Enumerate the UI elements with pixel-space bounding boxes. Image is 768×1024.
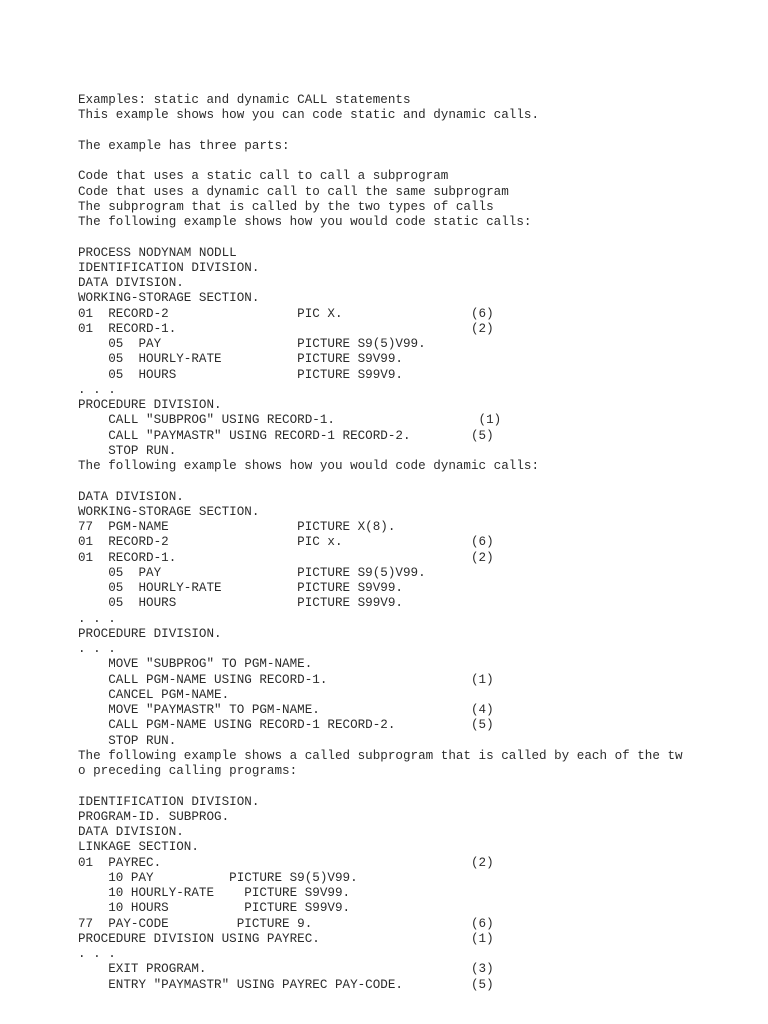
document-line: 01 RECORD-1. (2) (78, 321, 494, 336)
document-line: CANCEL PGM-NAME. (78, 687, 230, 702)
document-line: Code that uses a static call to call a subprogram (78, 169, 449, 184)
document-line (78, 474, 683, 489)
document-line: EXIT PROGRAM. (3) (78, 962, 494, 977)
document-line: The following example shows how you would code static calls: (78, 215, 532, 229)
document-line: The following example shows how you would code dynamic calls: (78, 459, 540, 473)
document-line: 01 PAYREC. (2) (78, 855, 494, 870)
document-line: MOVE "SUBPROG" TO PGM-NAME. (78, 657, 313, 672)
document-line: 10 HOURLY-RATE PICTURE S9V99. (78, 886, 351, 900)
document-line: Examples: static and dynamic CALL statements (78, 93, 411, 107)
document-line: 77 PGM-NAME PICTURE X(8). (78, 520, 396, 534)
document-body (78, 93, 683, 993)
document-line: WORKING-STORAGE SECTION. (78, 504, 260, 519)
document-line (78, 124, 683, 139)
document-line: 05 PAY PICTURE S9(5)V99. (78, 337, 426, 351)
document-line: . . . (78, 611, 116, 626)
document-line (78, 154, 683, 169)
document-line: PROCEDURE DIVISION. (78, 398, 222, 412)
document-line: . . . (78, 382, 116, 397)
document-line: The subprogram that is called by the two types of calls (78, 199, 494, 214)
document-line: o preceding calling programs: (78, 764, 298, 778)
document-line: DATA DIVISION. (78, 825, 184, 839)
document-line: 01 RECORD-1. (2) (78, 550, 494, 565)
document-line: 05 HOURLY-RATE PICTURE S9V99. (78, 581, 403, 595)
document-line: 10 PAY PICTURE S9(5)V99. (78, 870, 358, 885)
document-line: PROCEDURE DIVISION. (78, 626, 222, 641)
document-line: CALL "SUBPROG" USING RECORD-1. (1) (78, 413, 502, 428)
document-line: PROGRAM-ID. SUBPROG. (78, 809, 230, 824)
document-line: 05 PAY PICTURE S9(5)V99. (78, 565, 426, 580)
document-line: 01 RECORD-2 PIC x. (6) (78, 535, 494, 550)
document-line: 77 PAY-CODE PICTURE 9. (6) (78, 916, 494, 931)
document-line: CALL PGM-NAME USING RECORD-1 RECORD-2. (5) (78, 718, 494, 733)
document-line: STOP RUN. (78, 733, 177, 748)
document-line: IDENTIFICATION DIVISION. (78, 260, 260, 275)
document-line (78, 230, 683, 245)
document-line (78, 779, 683, 794)
document-line: WORKING-STORAGE SECTION. (78, 291, 260, 306)
document-line: LINKAGE SECTION. (78, 840, 199, 855)
document-line: The example has three parts: (78, 138, 290, 153)
document-line: ENTRY "PAYMASTR" USING PAYREC PAY-CODE. (5) (78, 977, 494, 992)
document-line: DATA DIVISION. (78, 489, 184, 504)
document-line: CALL PGM-NAME USING RECORD-1. (1) (78, 672, 494, 687)
document-line: IDENTIFICATION DIVISION. (78, 794, 260, 809)
document-line: PROCESS NODYNAM NODLL (78, 245, 237, 260)
document-line: The following example shows a called subprogram that is called by each of the tw (78, 748, 683, 763)
document-line: 05 HOURS PICTURE S99V9. (78, 367, 403, 382)
document-line: 05 HOURLY-RATE PICTURE S9V99. (78, 352, 403, 367)
document-line: 05 HOURS PICTURE S99V9. (78, 596, 403, 611)
document-line: . . . (78, 642, 116, 656)
document-line: This example shows how you can code static and dynamic calls. (78, 108, 540, 123)
document-line: CALL "PAYMASTR" USING RECORD-1 RECORD-2. (5) (78, 428, 494, 443)
document-line: STOP RUN. (78, 443, 177, 458)
document-line: MOVE "PAYMASTR" TO PGM-NAME. (4) (78, 703, 494, 717)
document-line: Code that uses a dynamic call to call the same subprogram (78, 184, 509, 199)
document-line: 01 RECORD-2 PIC X. (6) (78, 306, 494, 321)
document-line: 10 HOURS PICTURE S99V9. (78, 901, 351, 916)
document-line: DATA DIVISION. (78, 276, 184, 290)
document-line: PROCEDURE DIVISION USING PAYREC. (1) (78, 931, 494, 946)
document-line: . . . (78, 947, 116, 961)
